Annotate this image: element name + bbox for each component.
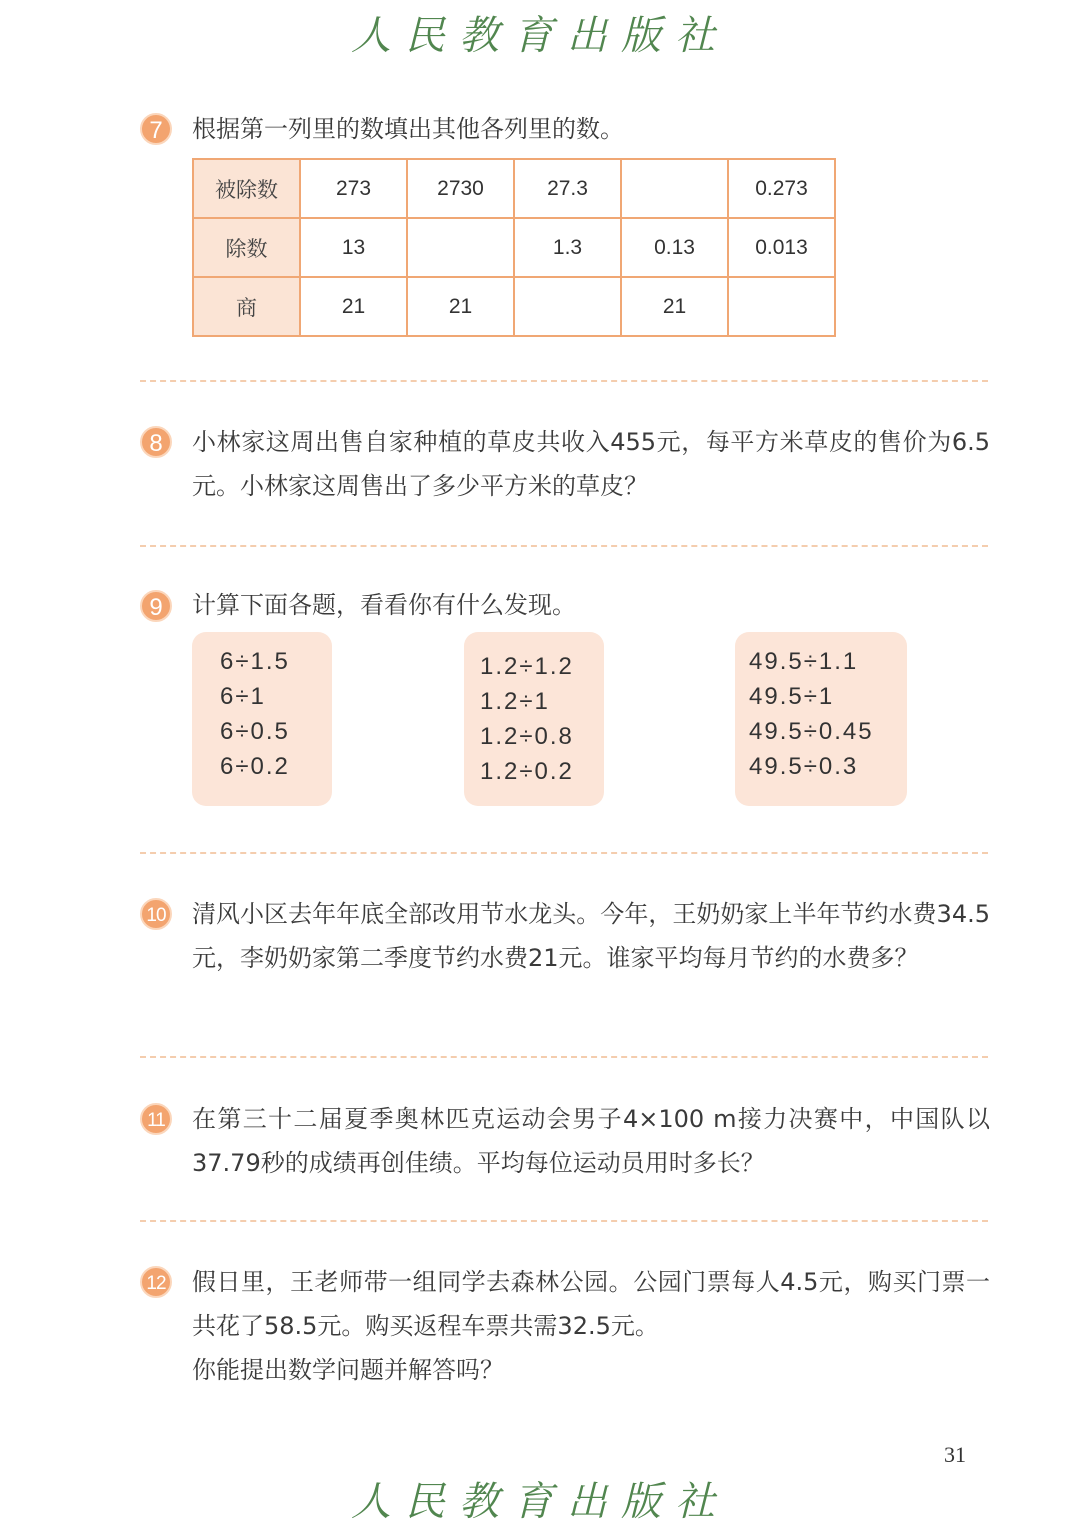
problem-number-badge: 8 (140, 426, 172, 458)
table-cell: 21 (407, 277, 514, 336)
table-cell: 被除数 (193, 159, 300, 218)
table-cell: 2730 (407, 159, 514, 218)
table-row-divisor (193, 218, 835, 277)
calculation-item: 49.5÷0.45 (749, 718, 874, 745)
calculation-group-3 (735, 632, 907, 806)
table-cell: 0.13 (621, 218, 728, 277)
section-divider (140, 852, 988, 854)
calculation-item: 1.2÷1 (480, 688, 550, 715)
problem-text: 计算下面各题，看看你有什么发现。 (192, 591, 576, 619)
table-cell: 21 (300, 277, 407, 336)
problem-number-badge: 7 (140, 113, 172, 145)
table-cell: 0.013 (728, 218, 835, 277)
problem-question: 你能提出数学问题并解答吗？ (192, 1356, 504, 1384)
problem-number-badge: 9 (140, 590, 172, 622)
table-cell: 1.3 (514, 218, 621, 277)
calculation-item: 6÷0.5 (220, 718, 290, 745)
problem-text: 小林家这周出售自家种植的草皮共收入455元，每平方米草皮的售价为6.5元。小林家这周售出了多少平方米的草皮？ (192, 428, 990, 500)
problem-number-badge: 10 (140, 898, 172, 930)
table-row-quotient (193, 277, 835, 336)
problem-number-badge: 11 (140, 1103, 172, 1135)
table-cell-blank[interactable] (728, 277, 835, 336)
calculation-item: 1.2÷0.2 (480, 758, 574, 785)
calculation-group-2 (464, 632, 604, 806)
table-cell: 13 (300, 218, 407, 277)
calculation-item: 1.2÷1.2 (480, 653, 574, 680)
calculation-item: 6÷1 (220, 683, 266, 710)
calculation-group-1 (192, 632, 332, 806)
table-cell-blank[interactable] (514, 277, 621, 336)
page-number: 31 (944, 1442, 966, 1467)
calculation-item: 49.5÷0.3 (749, 753, 859, 780)
table-cell-blank[interactable] (621, 159, 728, 218)
table-cell: 除数 (193, 218, 300, 277)
calculation-item: 6÷0.2 (220, 753, 290, 780)
table-cell: 商 (193, 277, 300, 336)
calculation-item: 1.2÷0.8 (480, 723, 574, 750)
division-table (192, 158, 836, 337)
problem-text: 清风小区去年年底全部改用节水龙头。今年，王奶奶家上半年节约水费34.5元，李奶奶家第二季度节约水费21元。谁家平均每月节约的水费多？ (192, 900, 990, 972)
problem-text: 在第三十二届夏季奥林匹克运动会男子4×100 m接力决赛中，中国队以37.79秒的成绩再创佳绩。平均每位运动员用时多长？ (192, 1105, 990, 1177)
publisher-watermark-bottom: 人民教育出版社 (351, 1479, 729, 1525)
section-divider (140, 1056, 988, 1058)
table-cell-blank[interactable] (407, 218, 514, 277)
table-row-dividend (193, 159, 835, 218)
publisher-watermark-top: 人民教育出版社 (351, 13, 729, 59)
table-cell: 273 (300, 159, 407, 218)
calculation-item: 6÷1.5 (220, 648, 290, 675)
table-cell: 27.3 (514, 159, 621, 218)
section-divider (140, 1220, 988, 1222)
calculation-item: 49.5÷1.1 (749, 648, 859, 675)
problem-number-badge: 12 (140, 1266, 172, 1298)
problem-text: 假日里，王老师带一组同学去森林公园。公园门票每人4.5元，购买门票一共花了58.5元。购买返程车票共需32.5元。 (192, 1268, 990, 1340)
problem-text: 根据第一列里的数填出其他各列里的数。 (192, 115, 624, 143)
calculation-item: 49.5÷1 (749, 683, 835, 710)
table-cell: 0.273 (728, 159, 835, 218)
section-divider (140, 380, 988, 382)
table-cell: 21 (621, 277, 728, 336)
section-divider (140, 545, 988, 547)
